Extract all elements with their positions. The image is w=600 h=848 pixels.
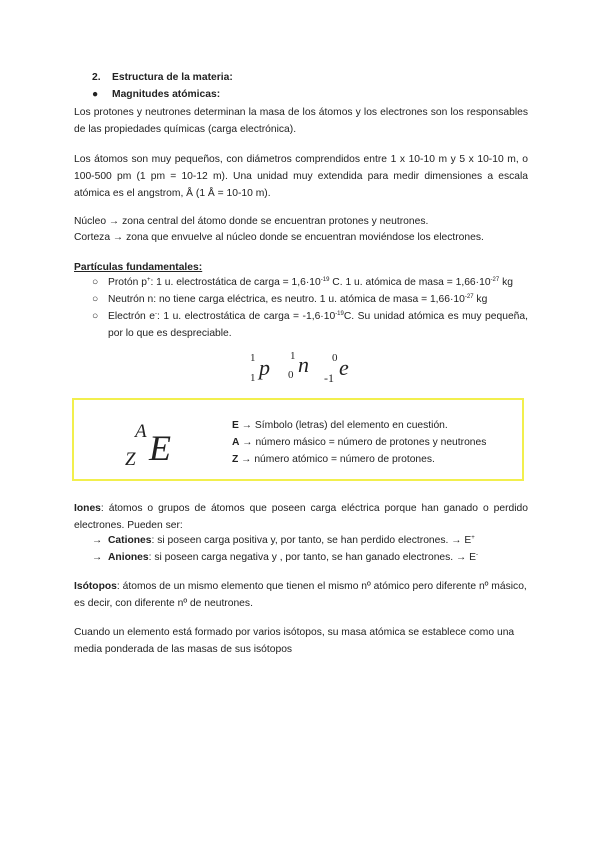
- legend-key-z: Z: [232, 454, 239, 465]
- circle-bullet-icon: ○: [92, 294, 99, 305]
- mass-number-letter: A: [135, 421, 147, 442]
- proton-name: Protón p: [108, 277, 147, 288]
- neutron-text-a: Neutrón n: no tiene carga eléctrica, es neutro. 1 u. atómica de masa = 1,66·10: [108, 294, 465, 305]
- iones-term: Iones: [74, 503, 101, 514]
- neutron-symbol: n: [298, 352, 309, 377]
- legend-text-e: → Símbolo (letras) del elemento en cuestión.: [238, 420, 448, 431]
- proton-symbol: p: [259, 355, 270, 380]
- list-item-electron: [92, 308, 528, 342]
- isotopos-paragraph: [74, 578, 528, 612]
- aniones-text: : si poseen carga negativa y , por tanto, se han ganado electrones. → E: [148, 552, 477, 563]
- arrow-bullet-icon: →: [92, 535, 103, 546]
- legend-line-e: [232, 417, 522, 434]
- proton-sup: +: [146, 277, 151, 283]
- isotopos-text: : átomos de un mismo elemento que tienen el mismo nº atómico pero diferente nº másico, es decir, con diferente nº de neutrones.: [74, 581, 527, 609]
- legend-line-z: [232, 451, 522, 468]
- proton-exp-b: -27: [490, 277, 500, 283]
- notation-box: [72, 398, 524, 481]
- particulas-heading: Partículas fundamentales:: [74, 262, 203, 273]
- circle-bullet-icon: ○: [92, 277, 99, 288]
- neutron-mass-number: 1: [290, 350, 296, 362]
- paragraph-masa: Los protones y neutrones determinan la masa de los átomos y los electrones son los responsables de las propiedades químicas (carga electrónica).: [74, 107, 528, 135]
- atomic-number-letter: Z: [125, 449, 136, 470]
- bullet-icon: ●: [92, 89, 99, 100]
- legend-key-a: A: [232, 437, 240, 448]
- subsection-title: Magnitudes atómicas:: [112, 89, 221, 100]
- electron-atomic-number: -1: [324, 371, 334, 385]
- iones-list: [92, 532, 528, 566]
- circle-bullet-icon: ○: [92, 311, 99, 322]
- electron-sup: -: [155, 311, 157, 317]
- legend-text-z: → número atómico = número de protones.: [238, 454, 435, 465]
- neutron-exp-a: -27: [464, 294, 474, 300]
- aniones-term: Aniones: [108, 552, 149, 563]
- section-number: 2.: [92, 72, 101, 83]
- paragraph-tamano: Los átomos son muy pequeños, con diámetros comprendidos entre 1 x 10-10 m y 5 x 10-10 m, o 100-500 pm (1 pm = 10-12 m). Una unidad muy extendida para medir dimensiones a escala atómica es el angstrom, Å (1 Å = 10-10 m).: [74, 154, 528, 199]
- section-title: Estructura de la materia:: [112, 72, 233, 83]
- particulas-list: [92, 274, 528, 342]
- nucleo-line: Núcleo → zona central del átomo donde se encuentran protones y neutrones.: [74, 216, 429, 227]
- list-item-aniones: [92, 549, 528, 566]
- list-item-cationes: [92, 532, 528, 549]
- proton-text-b: C. 1 u. atómica de masa = 1,66·10: [329, 277, 491, 288]
- electron-text-a: : 1 u. electrostática de carga = -1,6·10: [157, 311, 336, 322]
- corteza-line: Corteza → zona que envuelve al núcleo donde se encuentran moviéndose los electrones.: [74, 232, 484, 243]
- electron-text-b: C. Su unidad atómica es muy pequeña, por lo que es despreciable.: [108, 311, 528, 339]
- section-heading: [92, 72, 233, 83]
- subsection-heading: [92, 89, 220, 100]
- electron-symbol: e: [339, 355, 349, 380]
- final-paragraph: Cuando un elemento está formado por varios isótopos, su masa atómica se establece como una media ponderada de las masas de sus isótopos: [74, 627, 515, 655]
- proton-exp-a: -19: [320, 277, 330, 283]
- particle-notation: [240, 346, 380, 386]
- element-letter: E: [149, 428, 171, 468]
- cationes-term: Cationes: [108, 535, 152, 546]
- neutron-atomic-number: 0: [288, 369, 294, 381]
- legend-key-e: E: [232, 420, 239, 431]
- proton-atomic-number: 1: [250, 372, 256, 384]
- legend-line-a: [232, 434, 522, 451]
- iones-text: : átomos o grupos de átomos que poseen carga eléctrica porque han ganado o perdido electrones. Pueden ser:: [74, 503, 528, 531]
- cationes-sup: +: [471, 535, 475, 541]
- electron-mass-number: 0: [332, 352, 338, 364]
- element-notation: [122, 414, 192, 470]
- electron-exp-a: -19: [335, 311, 344, 317]
- iones-paragraph: [74, 500, 528, 534]
- arrow-bullet-icon: →: [92, 552, 103, 563]
- proton-mass-number: 1: [250, 352, 256, 364]
- aniones-sup: -: [476, 552, 479, 558]
- notation-legend: [232, 417, 522, 468]
- list-item-proton: [92, 274, 528, 291]
- isotopos-term: Isótopos: [74, 581, 117, 592]
- legend-text-a: → número másico = número de protones y neutrones: [239, 437, 487, 448]
- list-item-neutron: [92, 291, 528, 308]
- electron-name: Electrón e: [108, 311, 155, 322]
- cationes-text: : si poseen carga positiva y, por tanto, se han perdido electrones. → E: [151, 535, 472, 546]
- proton-text-a: : 1 u. electrostática de carga = 1,6·10: [150, 277, 321, 288]
- proton-text-c: kg: [499, 277, 513, 288]
- neutron-text-b: kg: [473, 294, 488, 305]
